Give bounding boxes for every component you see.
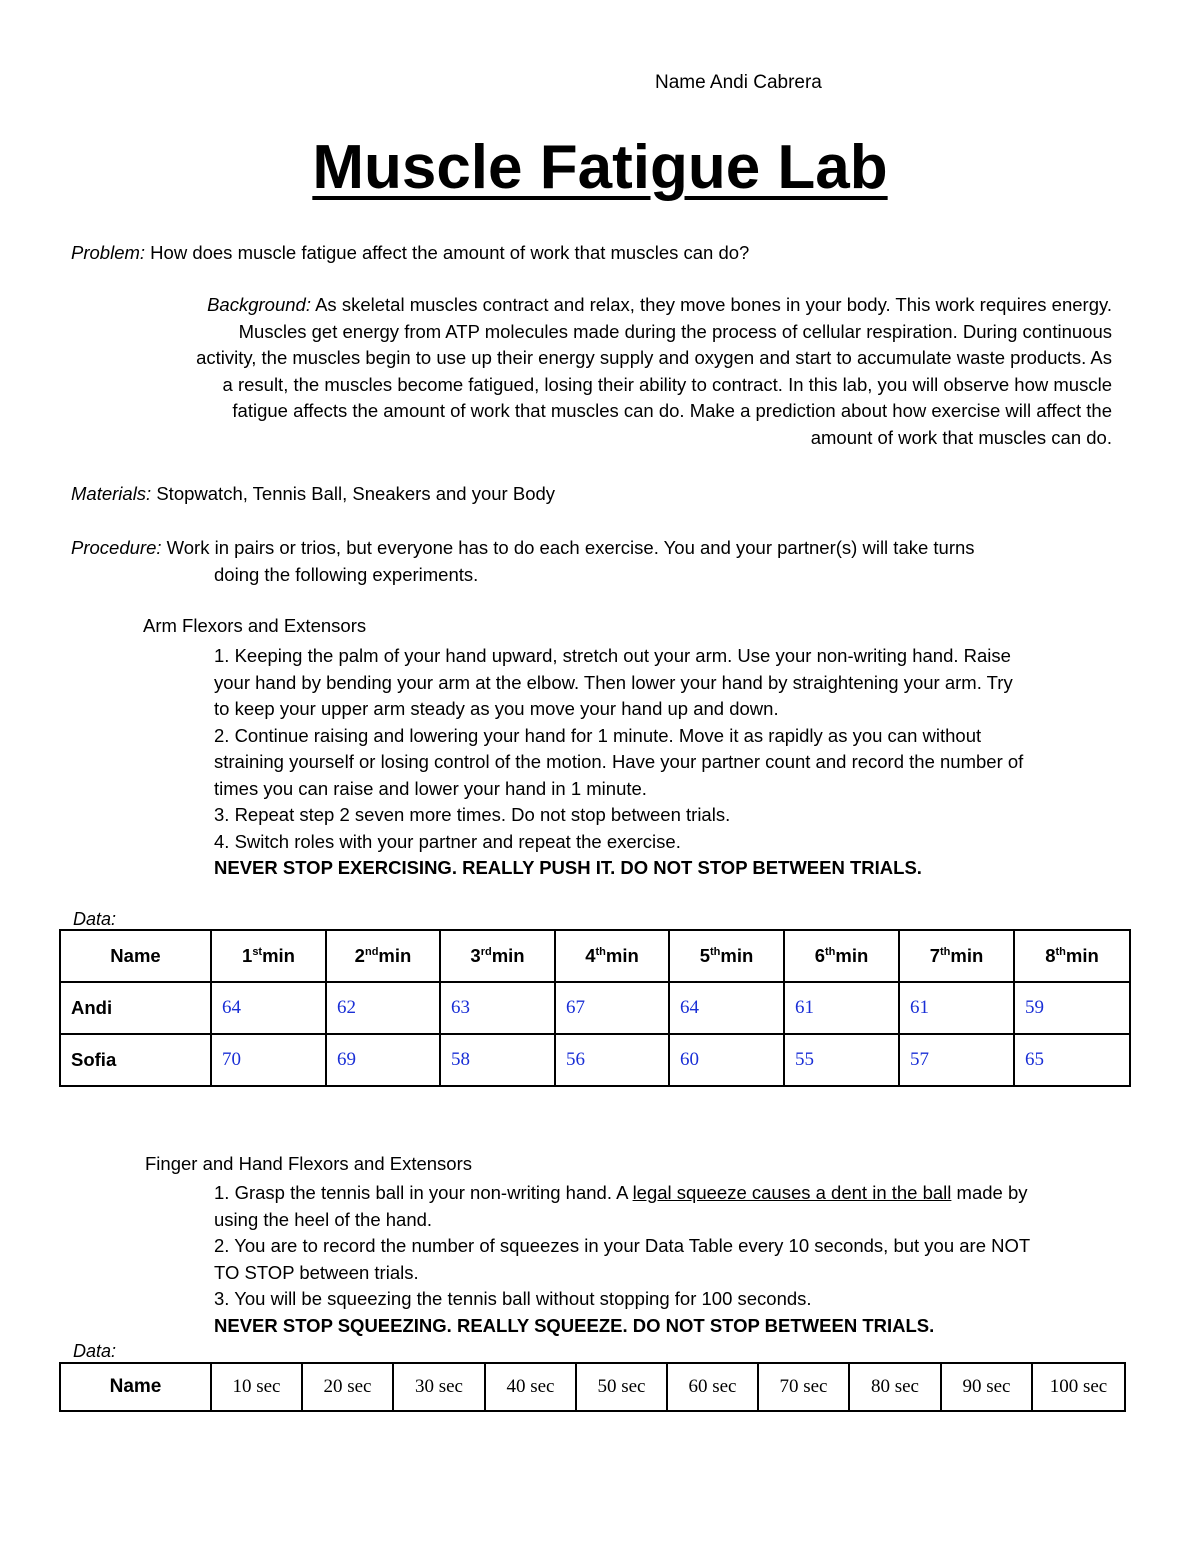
finger-steps	[214, 1180, 1030, 1339]
column-header: 1stmin	[211, 930, 326, 982]
column-header: 10 sec	[211, 1363, 302, 1411]
value-cell: 63	[440, 982, 555, 1034]
arm-section-heading: Arm Flexors and Extensors	[143, 615, 367, 636]
column-header: 8thmin	[1014, 930, 1130, 982]
legal-squeeze-definition: legal squeeze causes a dent in the ball	[632, 1182, 952, 1203]
problem-statement	[71, 240, 749, 267]
table-header-row	[60, 1363, 1125, 1411]
value-cell: 62	[326, 982, 440, 1034]
column-header: 7thmin	[899, 930, 1014, 982]
background-text: As skeletal muscles contract and relax, they move bones in your body. This work requires energy.	[315, 294, 1112, 315]
value-cell: 58	[440, 1034, 555, 1086]
finger-data-label: Data:	[73, 1341, 117, 1361]
column-header: 50 sec	[576, 1363, 667, 1411]
background-line	[60, 292, 1112, 319]
student-name-line: Name Andi Cabrera	[655, 72, 822, 93]
background-line: Muscles get energy from ATP molecules made during the process of cellular respiration. During continuous	[238, 320, 1112, 342]
value-cell: 55	[784, 1034, 899, 1086]
column-header: 70 sec	[758, 1363, 849, 1411]
problem-label: Problem:	[71, 242, 146, 263]
name-column-header: Name	[60, 930, 211, 982]
column-header: 60 sec	[667, 1363, 758, 1411]
finger-section-heading: Finger and Hand Flexors and Extensors	[145, 1153, 473, 1174]
materials-label: Materials:	[71, 483, 152, 504]
problem-text: How does muscle fatigue affect the amount of work that muscles can do?	[150, 242, 750, 263]
column-header: 4thmin	[555, 930, 669, 982]
column-header: 90 sec	[941, 1363, 1032, 1411]
column-header: 20 sec	[302, 1363, 393, 1411]
value-cell: 64	[669, 982, 784, 1034]
background-line: activity, the muscles begin to use up their energy supply and oxygen and start to accumulate waste products. As	[196, 347, 1112, 368]
row-name-cell: Andi	[60, 982, 211, 1034]
table-row	[60, 982, 1130, 1034]
procedure-text-cont: doing the following experiments.	[214, 564, 479, 585]
background-label: Background:	[207, 294, 311, 315]
value-cell: 65	[1014, 1034, 1130, 1086]
value-cell: 61	[784, 982, 899, 1034]
finger-warning: NEVER STOP SQUEEZING. REALLY SQUEEZE. DO NOT STOP BETWEEN TRIALS.	[214, 1314, 935, 1336]
step-line: times you can raise and lower your hand in 1 minute.	[214, 777, 647, 799]
value-cell: 61	[899, 982, 1014, 1034]
step-line: straining yourself or losing control of the motion. Have your partner count and record the number of	[214, 751, 1024, 772]
step-line: to keep your upper arm steady as you move your hand up and down.	[214, 698, 779, 719]
row-name-cell: Sofia	[60, 1034, 211, 1086]
column-header: 30 sec	[393, 1363, 485, 1411]
column-header: 6thmin	[784, 930, 899, 982]
value-cell: 67	[555, 982, 669, 1034]
value-cell: 70	[211, 1034, 326, 1086]
background-line: fatigue affects the amount of work that muscles can do. Make a prediction about how exercise will affect the	[232, 400, 1112, 421]
step-line: 1. Grasp the tennis ball in your non-writing hand. A legal squeeze causes a dent in the ball made by	[214, 1182, 1028, 1203]
column-header: 80 sec	[849, 1363, 941, 1411]
value-cell: 59	[1014, 982, 1130, 1034]
value-cell: 64	[211, 982, 326, 1034]
value-cell: 69	[326, 1034, 440, 1086]
procedure-text: Work in pairs or trios, but everyone has to do each exercise. You and your partner(s) will take turns	[166, 537, 975, 558]
table-row	[60, 1034, 1130, 1086]
step-line: 3. Repeat step 2 seven more times. Do not stop between trials.	[214, 804, 731, 825]
column-header: 5thmin	[669, 930, 784, 982]
name-column-header: Name	[60, 1363, 211, 1411]
procedure-statement	[71, 535, 975, 562]
step-line: your hand by bending your arm at the elbow. Then lower your hand by straightening your arm. Try	[214, 671, 1013, 693]
arm-steps	[214, 643, 1023, 882]
background-line: a result, the muscles become fatigued, losing their ability to contract. In this lab, you will observe how muscle	[222, 373, 1112, 395]
finger-data-table	[59, 1362, 1126, 1412]
value-cell: 60	[669, 1034, 784, 1086]
step-line: 2. Continue raising and lowering your hand for 1 minute. Move it as rapidly as you can without	[214, 724, 982, 746]
step-line: 1. Keeping the palm of your hand upward, stretch out your arm. Use your non-writing hand. Raise	[214, 645, 1011, 666]
column-header: 3rdmin	[440, 930, 555, 982]
step-line: 4. Switch roles with your partner and repeat the exercise.	[214, 830, 681, 852]
step-line: 3. You will be squeezing the tennis ball without stopping for 100 seconds.	[214, 1288, 812, 1309]
arm-data-table	[59, 929, 1131, 1087]
column-header: 2ndmin	[326, 930, 440, 982]
value-cell: 57	[899, 1034, 1014, 1086]
step-line: using the heel of the hand.	[214, 1208, 433, 1230]
materials-statement	[71, 481, 555, 508]
table-header-row	[60, 930, 1130, 982]
step-line: 2. You are to record the number of squeezes in your Data Table every 10 seconds, but you are NOT	[214, 1235, 1031, 1256]
background-line: amount of work that muscles can do.	[810, 426, 1112, 448]
arm-data-label: Data:	[73, 909, 117, 929]
column-header: 40 sec	[485, 1363, 576, 1411]
background-paragraph	[60, 292, 1112, 451]
value-cell: 56	[555, 1034, 669, 1086]
procedure-label: Procedure:	[71, 537, 162, 558]
page-title: Muscle Fatigue Lab	[312, 133, 888, 202]
materials-text: Stopwatch, Tennis Ball, Sneakers and your Body	[156, 483, 556, 504]
column-header: 100 sec	[1032, 1363, 1125, 1411]
arm-warning: NEVER STOP EXERCISING. REALLY PUSH IT. DO NOT STOP BETWEEN TRIALS.	[214, 857, 922, 878]
step-line: TO STOP between trials.	[214, 1261, 419, 1283]
